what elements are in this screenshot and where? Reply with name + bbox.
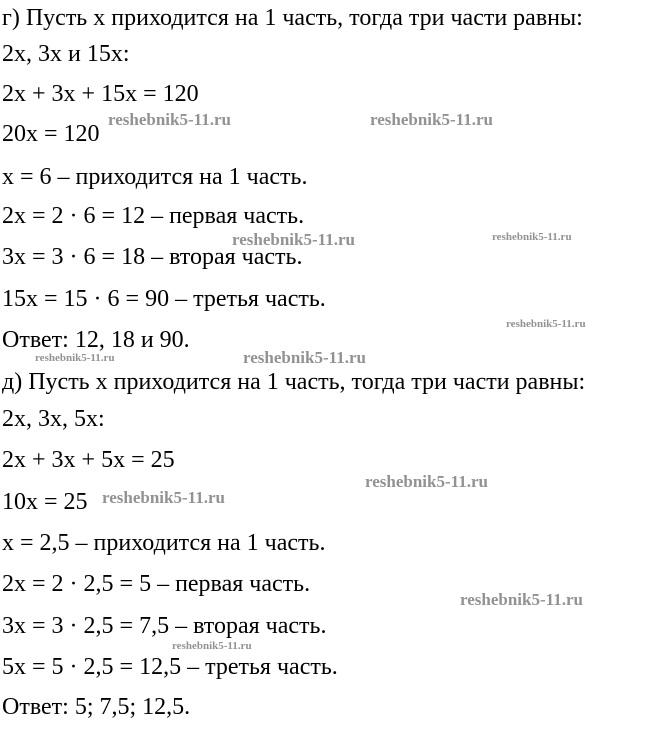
- watermark: reshebnik5-11.ru: [492, 231, 572, 243]
- problem-d-first-part: 2x = 2 · 2,5 = 5 – первая часть.: [2, 571, 311, 597]
- problem-g-statement: г) Пусть x приходится на 1 часть, тогда три части равны:: [2, 5, 583, 31]
- problem-d-second-part: 3x = 3 · 2,5 = 7,5 – вторая часть.: [2, 613, 327, 639]
- problem-g-solution: x = 6 – приходится на 1 часть.: [2, 164, 308, 190]
- problem-d-third-part: 5x = 5 · 2,5 = 12,5 – третья часть.: [2, 654, 338, 680]
- problem-g-first-part: 2x = 2 · 6 = 12 – первая часть.: [2, 203, 305, 229]
- watermark: reshebnik5-11.ru: [243, 348, 366, 367]
- problem-d-answer: Ответ: 5; 7,5; 12,5.: [2, 694, 191, 720]
- watermark: reshebnik5-11.ru: [172, 640, 252, 652]
- problem-d-simplified: 10x = 25: [2, 489, 88, 515]
- watermark: reshebnik5-11.ru: [35, 352, 115, 364]
- problem-g-answer: Ответ: 12, 18 и 90.: [2, 327, 190, 353]
- problem-g-equation: 2x + 3x + 15x = 120: [2, 81, 199, 107]
- problem-g-third-part: 15x = 15 · 6 = 90 – третья часть.: [2, 286, 326, 312]
- watermark: reshebnik5-11.ru: [365, 472, 488, 491]
- watermark: reshebnik5-11.ru: [102, 488, 225, 507]
- watermark: reshebnik5-11.ru: [108, 110, 231, 129]
- problem-d-parts: 2x, 3x, 5x:: [2, 406, 105, 432]
- problem-g-parts: 2x, 3x и 15x:: [2, 41, 130, 67]
- problem-g-simplified: 20x = 120: [2, 121, 100, 147]
- watermark: reshebnik5-11.ru: [506, 318, 586, 330]
- watermark: reshebnik5-11.ru: [370, 110, 493, 129]
- problem-d-solution: x = 2,5 – приходится на 1 часть.: [2, 530, 326, 556]
- problem-d-statement: д) Пусть x приходится на 1 часть, тогда три части равны:: [2, 369, 586, 395]
- problem-g-second-part: 3x = 3 · 6 = 18 – вторая часть.: [2, 244, 303, 270]
- watermark: reshebnik5-11.ru: [232, 230, 355, 249]
- watermark: reshebnik5-11.ru: [460, 590, 583, 609]
- problem-d-equation: 2x + 3x + 5x = 25: [2, 447, 175, 473]
